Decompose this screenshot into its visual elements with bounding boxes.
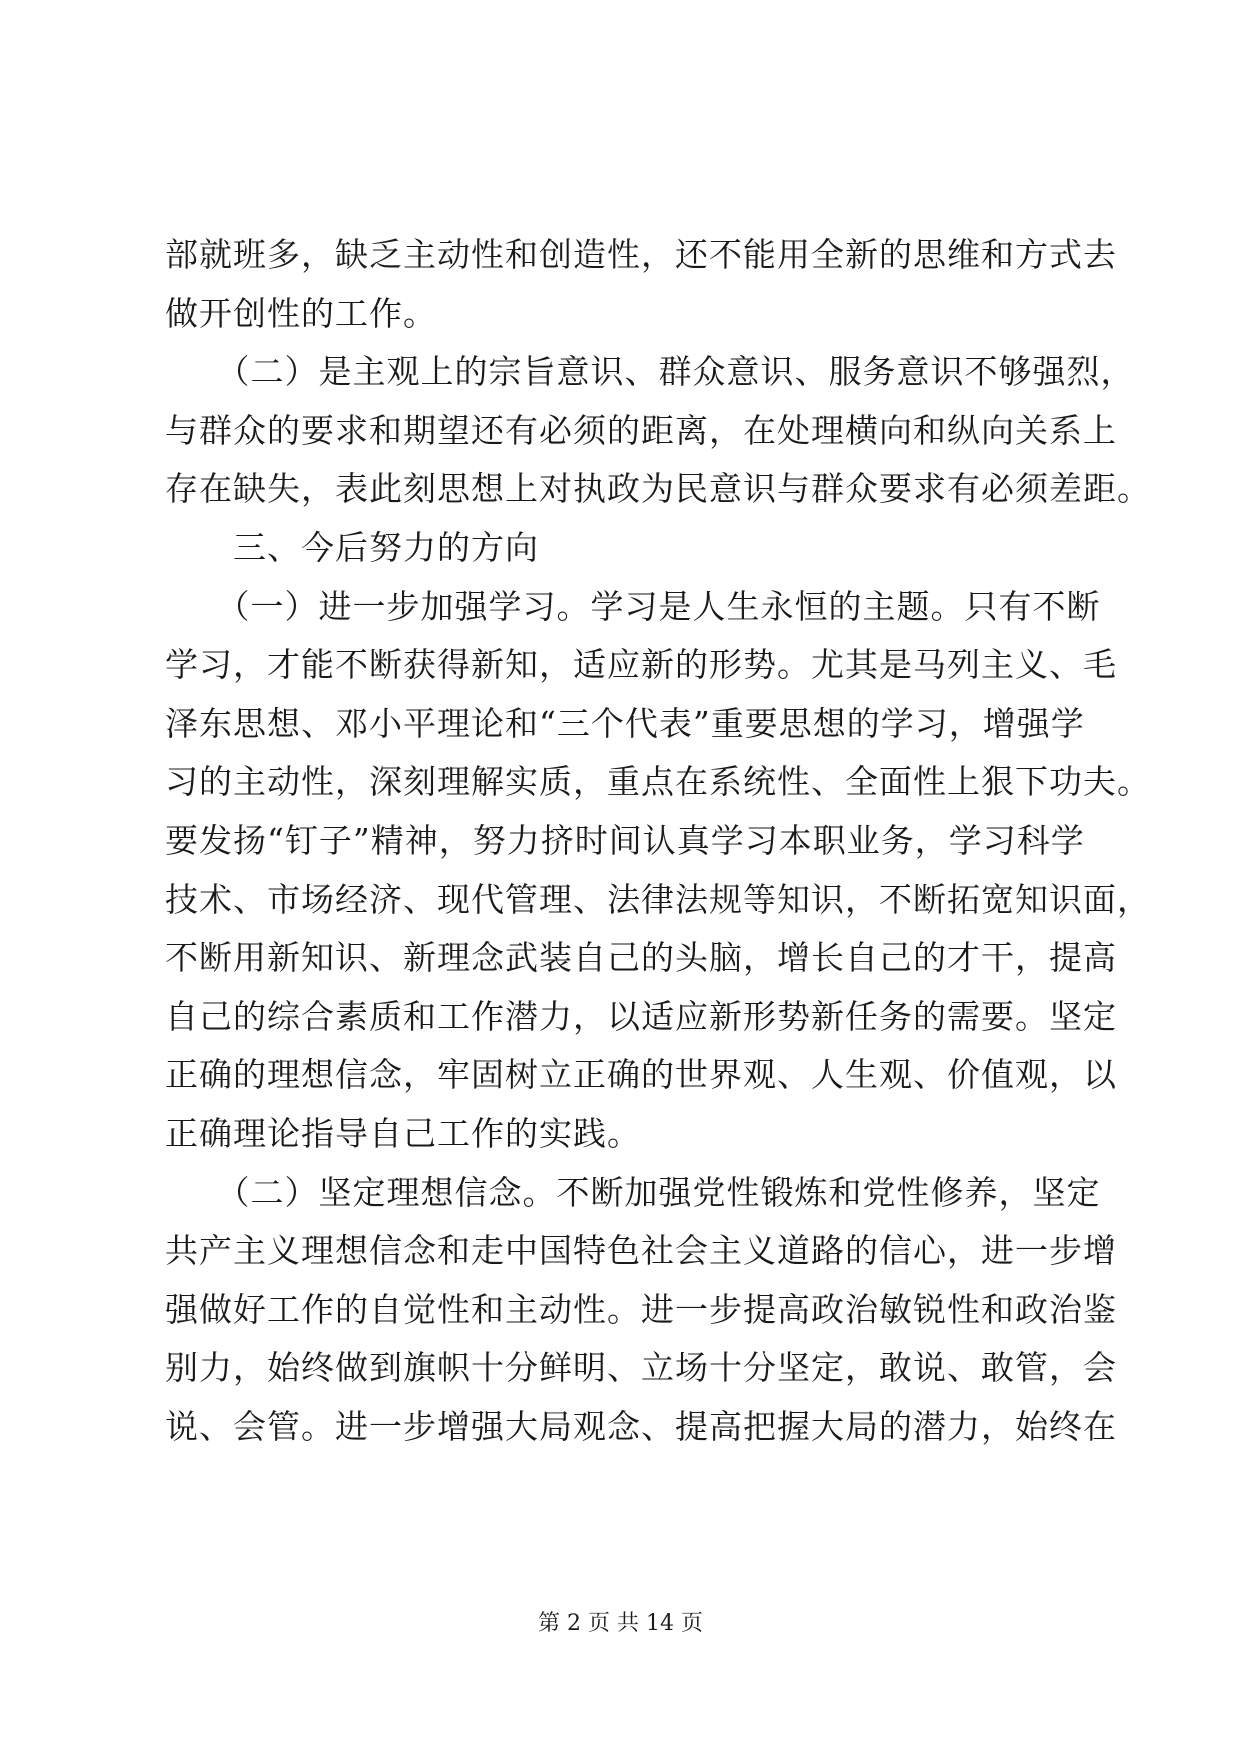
text-line: （一）进一步加强学习。学习是人生永恒的主题。只有不断 — [165, 586, 1101, 626]
text-line: 技术、市场经济、现代管理、法律法规等知识，不断拓宽知识面， — [165, 879, 1151, 919]
text-line: 与群众的要求和期望还有必须的距离，在处理横向和纵向关系上 — [165, 410, 1117, 450]
section-heading: 三、今后努力的方向 — [165, 527, 539, 567]
text-line: 做开创性的工作。 — [165, 293, 437, 333]
text-line: 正确的理想信念，牢固树立正确的世界观、人生观、价值观，以 — [165, 1055, 1117, 1095]
text-line: 不断用新知识、新理念武装自己的头脑，增长自己的才干，提高 — [165, 938, 1117, 978]
text-line: （二）是主观上的宗旨意识、群众意识、服务意识不够强烈， — [165, 352, 1135, 392]
text-line: 别力，始终做到旗帜十分鲜明、立场十分坚定，敢说、敢管，会 — [165, 1348, 1117, 1388]
text-line: 要发扬“钉子”精神，努力挤时间认真学习本职业务，学习科学 — [165, 820, 1085, 860]
page-number-footer: 第 2 页 共 14 页 — [538, 1611, 703, 1636]
text-line: 学习，才能不断获得新知，适应新的形势。尤其是马列主义、毛 — [165, 645, 1117, 685]
text-line: 部就班多，缺乏主动性和创造性，还不能用全新的思维和方式去 — [165, 235, 1117, 274]
text-line: （二）坚定理想信念。不断加强党性锻炼和党性修养，坚定 — [165, 1172, 1101, 1212]
text-line: 习的主动性，深刻理解实质，重点在系统性、全面性上狠下功夫。 — [165, 762, 1151, 802]
text-line: 泽东思想、邓小平理论和“三个代表”重要思想的学习，增强学 — [165, 703, 1085, 743]
text-line: 自己的综合素质和工作潜力，以适应新形势新任务的需要。坚定 — [165, 996, 1117, 1036]
text-line: 说、会管。进一步增强大局观念、提高把握大局的潜力，始终在 — [165, 1406, 1117, 1446]
document-body — [165, 226, 1151, 1456]
text-line: 存在缺失，表此刻思想上对执政为民意识与群众要求有必须差距。 — [165, 469, 1151, 509]
text-line: 共产主义理想信念和走中国特色社会主义道路的信心，进一步增 — [165, 1231, 1117, 1271]
text-line: 强做好工作的自觉性和主动性。进一步提高政治敏锐性和政治鉴 — [165, 1289, 1117, 1329]
text-line: 正确理论指导自己工作的实践。 — [165, 1113, 641, 1153]
